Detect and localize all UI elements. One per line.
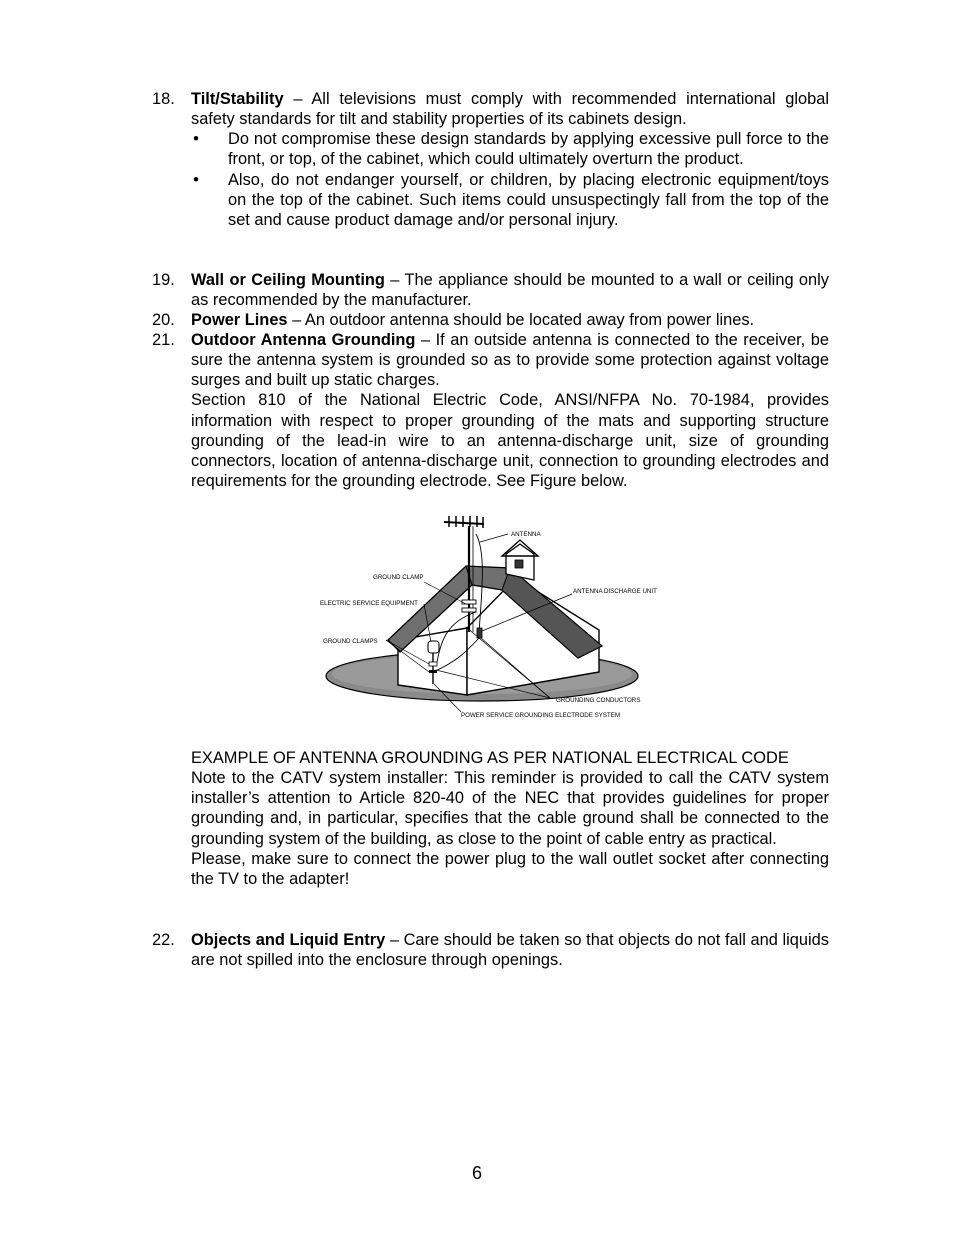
power-plug-reminder: Please, make sure to connect the power plug to the wall outlet socket after connecting the TV to the adapter! xyxy=(191,849,829,888)
item-number: 22. xyxy=(152,931,175,949)
electric-service-box xyxy=(428,641,439,653)
item-heading: Wall or Ceiling Mounting xyxy=(191,271,385,289)
item-number: 20. xyxy=(152,311,175,329)
item-heading: Objects and Liquid Entry xyxy=(191,931,386,949)
item-heading: Outdoor Antenna Grounding xyxy=(191,331,416,349)
bullet-item xyxy=(193,129,829,169)
item-description: – An outdoor antenna should be located away from power lines. xyxy=(287,311,755,329)
item-description: – If an outside antenna is connected to the receiver, be sure the antenna system is grounded so as to provide some protection against voltage surges and built up static charges. xyxy=(191,331,829,390)
item-heading: Tilt/Stability xyxy=(191,90,284,108)
item-description: – All televisions must comply with recommended international global safety standards for tilt and stability properties of its cabinets design. xyxy=(191,90,829,129)
label-electric-service-equipment: ELECTRIC SERVICE EQUIPMENT xyxy=(320,600,418,607)
list-item-19 xyxy=(152,270,834,310)
bullet-text: Do not compromise these design standards by applying excessive pull force to the front, or top, of the cabinet, which could ultimately overturn the product. xyxy=(228,130,829,169)
list-item-21-continued xyxy=(152,748,834,889)
page-number: 6 xyxy=(471,1163,482,1183)
label-grounding-conductors: GROUNDING CONDUCTORS xyxy=(556,697,641,704)
item-number: 21. xyxy=(152,331,175,349)
item-description: – Care should be taken so that objects do not fall and liquids are not spilled into the enclosure through openings. xyxy=(191,931,829,970)
label-ground-clamps: GROUND CLAMPS xyxy=(323,638,378,645)
item-description: – The appliance should be mounted to a wall or ceiling only as recommended by the manufacturer. xyxy=(191,271,829,310)
antenna-grounding-diagram xyxy=(316,512,668,726)
list-item-22 xyxy=(152,930,834,970)
item-text xyxy=(191,89,829,129)
antenna-icon xyxy=(444,522,484,524)
catv-installer-note: Note to the CATV system installer: This reminder is provided to call the CATV system installer’s attention to Article 820-40 of the NEC that provides guidelines for proper grounding and, in particular, specifies that the cable ground shall be connected to the grounding system of the building, as close to the point of cable entry as practical. xyxy=(191,769,829,848)
bullet-icon: • xyxy=(193,130,199,149)
label-electrode-system: POWER SERVICE GROUNDING ELECTRODE SYSTEM xyxy=(461,712,621,719)
bullet-icon: • xyxy=(193,170,199,189)
label-ground-clamp: GROUND CLAMP xyxy=(373,574,424,581)
list-item-20 xyxy=(152,310,852,330)
label-antenna-discharge-unit: ANTENNA DISCHARGE UNIT xyxy=(573,588,657,595)
item-number: 19. xyxy=(152,271,175,289)
list-item-18 xyxy=(152,89,834,230)
label-antenna: ANTENNA xyxy=(511,531,541,538)
bullet-text: Also, do not endanger yourself, or children, by placing electronic equipment/toys on the top of the cabinet. Such items could unsuspectingly fall from the top of the set and cause product damage and/or personal injury. xyxy=(228,170,829,229)
item-number: 18. xyxy=(152,90,175,108)
item-heading: Power Lines xyxy=(191,311,288,329)
bullet-item xyxy=(193,170,829,230)
figure-caption: EXAMPLE OF ANTENNA GROUNDING AS PER NATIONAL ELECTRICAL CODE xyxy=(191,749,789,767)
nec-section-paragraph: Section 810 of the National Electric Code, ANSI/NFPA No. 70-1984, provides information with respect to proper grounding of the mats and supporting structure grounding of the lead-in wire to an antenna-discharge unit, size of grounding connectors, location of antenna-discharge unit, connection to grounding electrodes and requirements for the grounding electrode. See Figure below. xyxy=(191,391,829,491)
list-item-21 xyxy=(152,330,834,491)
